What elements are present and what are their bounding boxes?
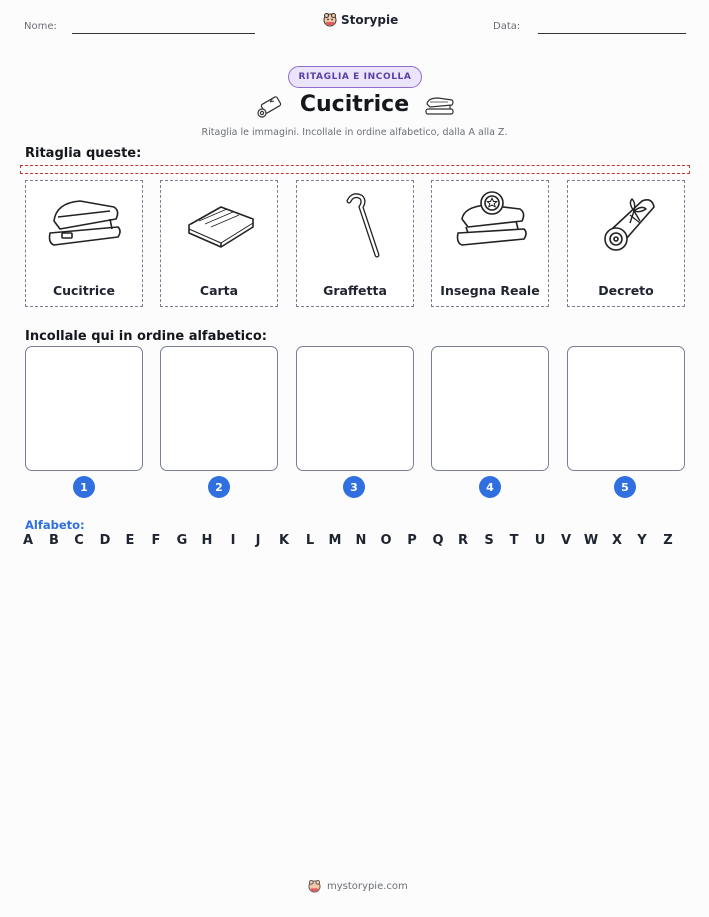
cut-section-heading: Ritaglia queste: (25, 146, 142, 161)
name-line[interactable] (72, 33, 255, 34)
paperclip-icon (311, 189, 401, 259)
stapler-icon (40, 189, 130, 259)
card-label: Cucitrice (52, 283, 116, 298)
alphabet-letter-y: Y (637, 533, 647, 548)
alphabet-letter-b: B (49, 533, 59, 548)
alphabet-letter-k: K (278, 533, 290, 548)
cut-card-graffetta[interactable] (296, 180, 414, 307)
cut-card-cucitrice[interactable] (25, 180, 143, 307)
alphabet-letter-v: V (560, 533, 572, 548)
page-title: Cucitrice (299, 92, 410, 117)
alphabet-letter-x: X (611, 533, 623, 548)
alphabet-heading: Alfabeto: (25, 518, 85, 532)
card-label: Graffetta (323, 283, 387, 298)
paste-slot-3[interactable] (296, 346, 414, 471)
alphabet-letter-z: Z (663, 533, 673, 548)
cut-card-decreto[interactable] (567, 180, 685, 307)
cut-card-insegna-reale[interactable] (431, 180, 549, 307)
instructions: Ritaglia le immagini. Incollale in ordine alfabetico, dalla A alla Z. (201, 127, 508, 138)
alphabet-letter-q: Q (432, 533, 444, 548)
paste-slot-2[interactable] (160, 346, 278, 471)
card-label: Carta (199, 283, 239, 298)
alphabet-letter-t: T (509, 533, 519, 548)
alphabet-letter-c: C (74, 533, 84, 548)
slot-number-badge: 2 (208, 476, 230, 498)
slot-number-badge: 1 (73, 476, 95, 498)
card-label: Insegna Reale (440, 283, 540, 298)
alphabet-letter-u: U (534, 533, 546, 548)
alphabet-letter-p: P (407, 533, 417, 548)
footer-site[interactable]: mystorypie.com (327, 881, 408, 892)
name-label: Nome: (24, 21, 57, 32)
date-label: Data: (493, 21, 521, 32)
alphabet-letter-i: I (230, 533, 236, 548)
mascot-icon (323, 13, 337, 27)
alphabet-letter-j: J (255, 533, 261, 548)
paper-stack-icon (175, 189, 265, 259)
paste-slot-4[interactable] (431, 346, 549, 471)
alphabet-letter-o: O (380, 533, 392, 548)
card-label: Decreto (598, 283, 654, 298)
slot-number-badge: 5 (614, 476, 636, 498)
alphabet-letter-f: F (151, 533, 161, 548)
alphabet-letter-e: E (125, 533, 135, 548)
alphabet-letter-l: L (305, 533, 315, 548)
logo-text: Storypie (341, 13, 399, 27)
activity-badge: RITAGLIA E INCOLLA (288, 66, 422, 88)
alphabet-letter-g: G (176, 533, 188, 548)
footer (308, 880, 408, 893)
alphabet-row (22, 533, 685, 551)
storypie-logo (323, 13, 398, 27)
alphabet-letter-h: H (201, 533, 213, 548)
paste-section-heading: Incollale qui in ordine alfabetico: (25, 329, 267, 344)
alphabet-letter-a: A (22, 533, 34, 548)
mascot-icon (308, 880, 321, 893)
date-line[interactable] (538, 33, 686, 34)
paste-slot-5[interactable] (567, 346, 685, 471)
royal-badge-stapler-icon (446, 189, 536, 259)
alphabet-letter-r: R (457, 533, 468, 548)
alphabet-letter-n: N (355, 533, 367, 548)
alphabet-letter-d: D (99, 533, 111, 548)
cut-card-carta[interactable] (160, 180, 278, 307)
stapler-icon (424, 94, 456, 118)
cut-line (20, 165, 690, 174)
paste-slot-1[interactable] (25, 346, 143, 471)
scroll-decree-icon (582, 189, 672, 259)
alphabet-letter-s: S (484, 533, 494, 548)
slot-number-badge: 3 (343, 476, 365, 498)
alphabet-letter-m: M (328, 533, 342, 548)
alphabet-letter-w: W (583, 533, 599, 548)
slot-number-badge: 4 (479, 476, 501, 498)
